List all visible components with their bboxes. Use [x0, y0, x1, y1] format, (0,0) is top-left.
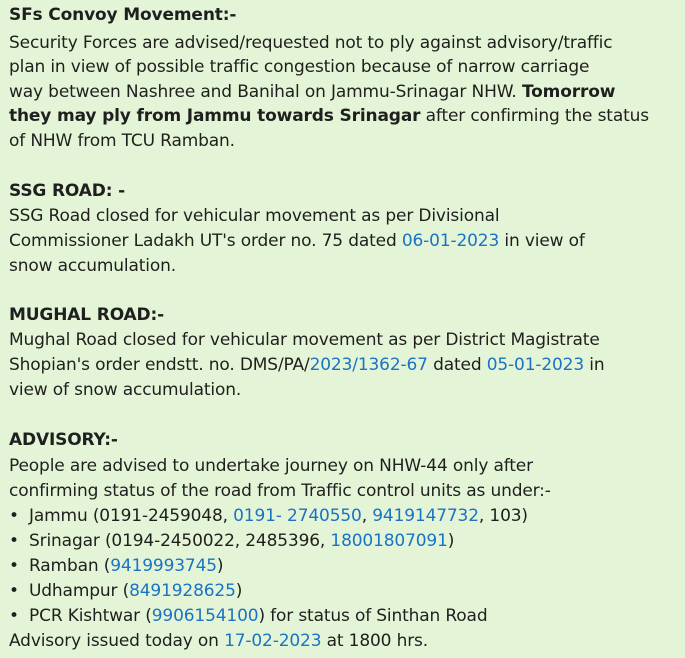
contact-kishtwar — [9, 604, 487, 628]
convoy-emphasis: Tomorrow — [521, 82, 616, 102]
phone-link[interactable]: 8491928625 — [129, 581, 236, 601]
mughal-line-1: Mughal Road closed for vehicular movement as per District Magistrate — [9, 330, 600, 350]
mughal-date-link[interactable]: 05-01-2023 — [486, 355, 585, 375]
mughal-line-3: view of snow accumulation. — [9, 380, 242, 400]
convoy-line-2: plan in view of possible traffic congestion because of narrow carriage — [9, 57, 590, 77]
bullet: • — [9, 606, 19, 626]
bullet: • — [9, 506, 19, 526]
contact-text: PCR Kishtwar ( — [29, 606, 152, 626]
mughal-text: in — [584, 355, 605, 375]
contact-text: Udhampur ( — [29, 581, 130, 601]
ssg-line-3: snow accumulation. — [9, 256, 176, 276]
convoy-emphasis: they may ply from Jammu towards Srinagar — [9, 106, 421, 126]
footer-text: at 1800 hrs. — [321, 631, 428, 651]
phone-link[interactable]: 9419147732 — [372, 506, 479, 526]
footer-text: Advisory issued today on — [9, 631, 225, 651]
ssg-heading: SSG ROAD: - — [9, 181, 126, 201]
contact-text: Jammu (0191-2459048, — [29, 506, 234, 526]
advisory-line-2: confirming status of the road from Traffic control units as under:- — [9, 481, 551, 501]
bullet: • — [9, 556, 19, 576]
contact-text: ) for status of Sinthan Road — [258, 606, 488, 626]
contact-text: ) — [235, 581, 243, 601]
contact-jammu — [9, 504, 528, 528]
phone-link[interactable]: 0191- 2740550 — [233, 506, 362, 526]
mughal-text: Shopian's order endstt. no. DMS/PA/ — [9, 355, 310, 375]
contact-text: , 103) — [478, 506, 528, 526]
mughal-order-link[interactable]: 2023/1362-67 — [309, 355, 428, 375]
contact-text: Srinagar (0194-2450022, 2485396, — [29, 531, 331, 551]
ssg-text: in view of — [499, 231, 585, 251]
contact-text: ) — [216, 556, 224, 576]
contact-srinagar — [9, 529, 454, 553]
contact-text: ) — [447, 531, 455, 551]
convoy-line-5: of NHW from TCU Ramban. — [9, 131, 235, 151]
phone-link[interactable]: 9906154100 — [151, 606, 259, 626]
ssg-date-link[interactable]: 06-01-2023 — [401, 231, 500, 251]
advisory-line-1: People are advised to undertake journey on NHW-44 only after — [9, 456, 533, 476]
footer-date-link[interactable]: 17-02-2023 — [224, 631, 322, 651]
contact-ramban — [9, 554, 223, 578]
phone-link[interactable]: 18001807091 — [330, 531, 448, 551]
mughal-line-2 — [9, 353, 604, 377]
mughal-text: dated — [427, 355, 487, 375]
ssg-line-1: SSG Road closed for vehicular movement as per Divisional — [9, 206, 500, 226]
contact-text: , — [361, 506, 373, 526]
contact-text: Ramban ( — [29, 556, 111, 576]
convoy-heading: SFs Convoy Movement:- — [9, 5, 237, 25]
advisory-footer — [9, 629, 428, 653]
bullet: • — [9, 531, 19, 551]
bullet: • — [9, 581, 19, 601]
convoy-text: after confirming the status — [420, 106, 649, 126]
advisory-heading: ADVISORY:- — [9, 430, 118, 450]
phone-link[interactable]: 9419993745 — [110, 556, 217, 576]
ssg-text: Commissioner Ladakh UT's order no. 75 dated — [9, 231, 402, 251]
mughal-heading: MUGHAL ROAD:- — [9, 305, 165, 325]
convoy-line-3 — [9, 80, 615, 104]
contact-udhampur — [9, 579, 242, 603]
ssg-line-2 — [9, 229, 585, 253]
convoy-line-1: Security Forces are advised/requested not to ply against advisory/traffic — [9, 33, 613, 53]
convoy-text: way between Nashree and Banihal on Jammu-Srinagar NHW. — [9, 82, 522, 102]
convoy-line-4 — [9, 104, 649, 128]
